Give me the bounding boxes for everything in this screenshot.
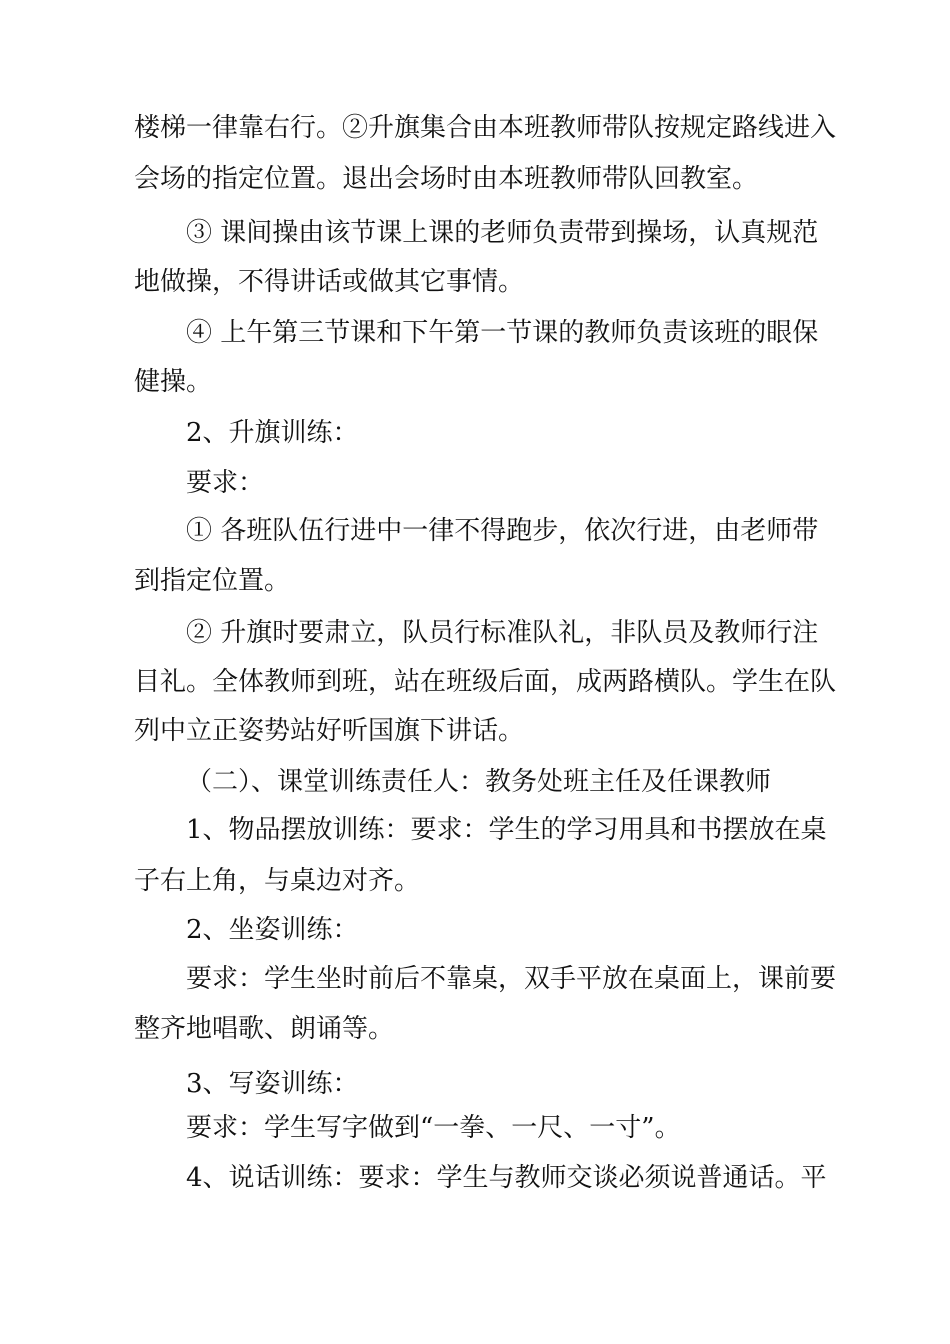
section-heading: 2、坐姿训练： <box>186 915 359 945</box>
text-line: 要求：学生坐时前后不靠桌，双手平放在桌面上，课前要 <box>186 964 837 994</box>
text-line: ④ 上午第三节课和下午第一节课的教师负责该班的眼保 <box>186 318 819 348</box>
text-line: ② 升旗时要肃立，队员行标准队礼，非队员及教师行注 <box>186 618 819 648</box>
text-line: 楼梯一律靠右行。②升旗集合由本班教师带队按规定路线进入 <box>134 113 837 143</box>
text-line: 1、物品摆放训练：要求：学生的学习用具和书摆放在桌 <box>186 815 827 845</box>
text-line: 会场的指定位置。退出会场时由本班教师带队回教室。 <box>134 164 759 194</box>
text-line: 要求：学生写字做到“一拳、一尺、一寸”。 <box>186 1113 681 1143</box>
text-line: 到指定位置。 <box>134 566 291 596</box>
text-line: 4、说话训练：要求：学生与教师交谈必须说普通话。平 <box>186 1163 827 1193</box>
text-line: ③ 课间操由该节课上课的老师负责带到操场，认真规范 <box>186 218 819 248</box>
text-line: 要求： <box>186 468 265 498</box>
text-line: 地做操，不得讲话或做其它事情。 <box>134 267 525 297</box>
section-heading: 3、写姿训练： <box>186 1069 359 1099</box>
text-line: ① 各班队伍行进中一律不得跑步，依次行进，由老师带 <box>186 516 819 546</box>
section-heading: （二）、课堂训练责任人：教务处班主任及任课教师 <box>186 767 772 797</box>
text-line: 目礼。全体教师到班，站在班级后面，成两路横队。学生在队 <box>134 667 837 697</box>
text-line: 健操。 <box>134 367 213 397</box>
text-line: 列中立正姿势站好听国旗下讲话。 <box>134 716 525 746</box>
text-line: 子右上角，与桌边对齐。 <box>134 866 421 896</box>
section-heading: 2、升旗训练： <box>186 418 359 448</box>
text-line: 整齐地唱歌、朗诵等。 <box>134 1014 395 1044</box>
